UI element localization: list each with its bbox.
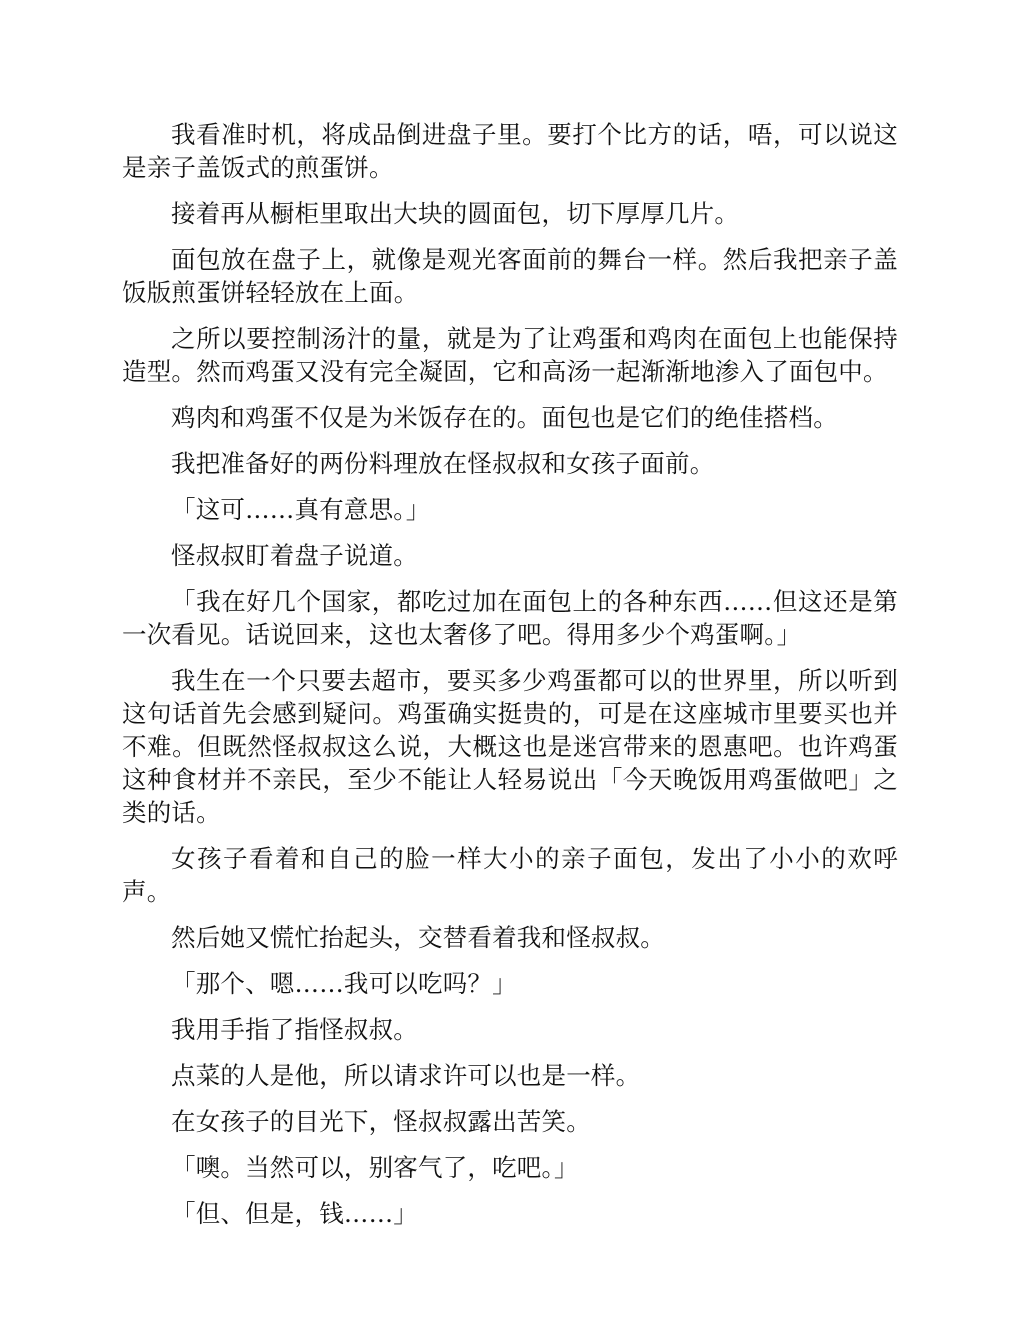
paragraph-18: 「但、但是，钱……」 xyxy=(171,1199,418,1228)
paragraph-14: 我用手指了指怪叔叔。 xyxy=(171,1015,418,1044)
paragraph-3: 面包放在盘子上，就像是观光客面前的舞台一样。然后我把亲子盖饭版煎蛋饼轻轻放在上面。 xyxy=(122,245,898,307)
paragraph-6: 我把准备好的两份料理放在怪叔叔和女孩子面前。 xyxy=(171,449,715,478)
paragraph-15: 点菜的人是他，所以请求许可以也是一样。 xyxy=(171,1061,641,1090)
paragraph-12: 然后她又慌忙抬起头，交替看着我和怪叔叔。 xyxy=(171,923,665,952)
paragraph-8: 怪叔叔盯着盘子说道。 xyxy=(171,541,418,570)
paragraph-9: 「我在好几个国家，都吃过加在面包上的各种东西……但这还是第一次看见。话说回来，这也太奢侈了吧。得用多少个鸡蛋啊。」 xyxy=(122,587,898,649)
paragraph-7: 「这可……真有意思。」 xyxy=(171,495,431,524)
paragraph-13: 「那个、嗯……我可以吃吗？」 xyxy=(171,969,517,998)
paragraph-16: 在女孩子的目光下，怪叔叔露出苦笑。 xyxy=(171,1107,591,1136)
paragraph-4: 之所以要控制汤汁的量，就是为了让鸡蛋和鸡肉在面包上也能保持造型。然而鸡蛋又没有完全凝固，它和高汤一起渐渐地渗入了面包中。 xyxy=(122,324,898,386)
paragraph-11: 女孩子看着和自己的脸一样大小的亲子面包，发出了小小的欢呼声。 xyxy=(122,844,898,906)
paragraph-17: 「噢。当然可以，别客气了，吃吧。」 xyxy=(171,1153,579,1182)
paragraph-1: 我看准时机，将成品倒进盘子里。要打个比方的话，唔，可以说这是亲子盖饭式的煎蛋饼。 xyxy=(122,120,898,182)
paragraph-5: 鸡肉和鸡蛋不仅是为米饭存在的。面包也是它们的绝佳搭档。 xyxy=(171,403,838,432)
paragraph-10: 我生在一个只要去超市，要买多少鸡蛋都可以的世界里，所以听到这句话首先会感到疑问。鸡蛋确实挺贵的，可是在这座城市里要买也并不难。但既然怪叔叔这么说，大概这也是迷宫带来的恩惠吧。也许鸡蛋这种食材并不亲民，至少不能让人轻易说出「今天晚饭用鸡蛋做吧」之类的话。 xyxy=(122,666,898,827)
body-text xyxy=(122,118,898,1243)
paragraph-2: 接着再从橱柜里取出大块的圆面包，切下厚厚几片。 xyxy=(171,199,740,228)
